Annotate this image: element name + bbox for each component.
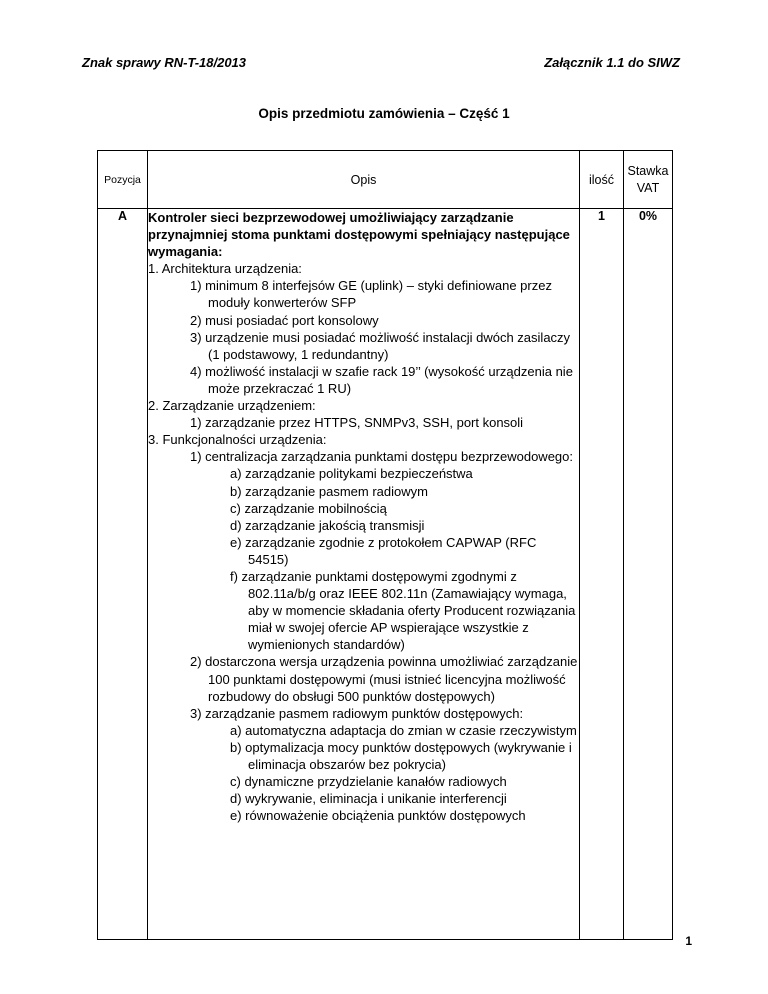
requirement-item: c) zarządzanie mobilnością	[230, 500, 387, 516]
cell-stawka-vat: 0%	[624, 209, 673, 940]
requirement-item: 3. Funkcjonalności urządzenia:	[148, 432, 327, 448]
column-header-stawka-vat	[624, 151, 673, 209]
requirement-item: 2) musi posiadać port konsolowy	[190, 312, 379, 328]
requirement-item: 1) zarządzanie przez HTTPS, SNMPv3, SSH, port konsoli	[190, 415, 524, 431]
table-row	[98, 209, 673, 940]
page-number: 1	[685, 934, 692, 948]
requirement-item: d) wykrywanie, eliminacja i unikanie interferencji	[230, 791, 507, 807]
page-title: Opis przedmiotu zamówienia – Część 1	[258, 106, 510, 121]
cell-pozycja: A	[98, 209, 148, 940]
requirement-item: b) zarządzanie pasmem radiowym	[230, 483, 428, 499]
column-header-opis: Opis	[148, 151, 580, 209]
requirement-item: b) optymalizacja mocy punktów dostępowych (wykrywanie i eliminacja obszarów bez pokrycia)	[230, 739, 572, 772]
requirement-item: 1) minimum 8 interfejsów GE (uplink) – styki definiowane przez moduły konwerterów SFP	[190, 278, 552, 311]
item-intro: Kontroler sieci bezprzewodowej umożliwiający zarządzanie przynajmniej stoma punktami dostępowymi spełniający następujące wymagania:	[148, 210, 570, 260]
cell-ilosc: 1	[580, 209, 624, 940]
table-header-row	[98, 151, 673, 209]
requirement-item: d) zarządzanie jakością transmisji	[230, 517, 425, 533]
column-header-ilosc: ilość	[580, 151, 624, 209]
requirement-item: 2. Zarządzanie urządzeniem:	[148, 398, 316, 414]
attachment-label: Załącznik 1.1 do SIWZ	[544, 55, 680, 70]
requirement-item: 4) możliwość instalacji w szafie rack 19’’ (wysokość urządzenia nie może przekraczać 1 RU)	[190, 363, 573, 396]
requirement-item: 3) zarządzanie pasmem radiowym punktów dostępowych:	[190, 705, 524, 721]
requirement-item: 1. Architektura urządzenia:	[148, 261, 302, 277]
column-header-pozycja: Pozycja	[98, 151, 148, 209]
cell-opis	[148, 209, 580, 940]
requirement-item: e) równoważenie obciążenia punktów dostępowych	[230, 808, 526, 824]
vat-label: VAT	[636, 180, 660, 195]
document-reference: Znak sprawy RN-T-18/2013	[82, 55, 247, 70]
requirements-list	[148, 260, 579, 824]
requirement-item: 3) urządzenie musi posiadać możliwość instalacji dwóch zasilaczy (1 podstawowy, 1 redundantny)	[190, 329, 571, 362]
requirement-item: e) zarządzanie zgodnie z protokołem CAPWAP (RFC 54515)	[230, 534, 537, 567]
requirement-item: 1) centralizacja zarządzania punktami dostępu bezprzewodowego:	[190, 449, 573, 465]
requirement-item: c) dynamiczne przydzielanie kanałów radiowych	[230, 774, 507, 790]
stawka-label: Stawka	[627, 163, 669, 178]
requirement-item: a) zarządzanie politykami bezpieczeństwa	[230, 466, 473, 482]
specification-table	[97, 150, 673, 940]
requirement-item: 2) dostarczona wersja urządzenia powinna umożliwiać zarządzanie 100 punktami dostępowymi (musi istnieć licencyjna możliwość rozbudowy do obsługi 500 punktów dostępowych)	[190, 654, 578, 704]
requirement-item: a) automatyczna adaptacja do zmian w czasie rzeczywistym	[230, 722, 577, 738]
requirement-item: f) zarządzanie punktami dostępowymi zgodnymi z 802.11a/b/g oraz IEEE 802.11n (Zamawiający wymaga, aby w momencie składania oferty Producent rozwiązania miał w swojej ofercie AP wspierające wszystkie z wymienionych standardów)	[230, 568, 576, 653]
